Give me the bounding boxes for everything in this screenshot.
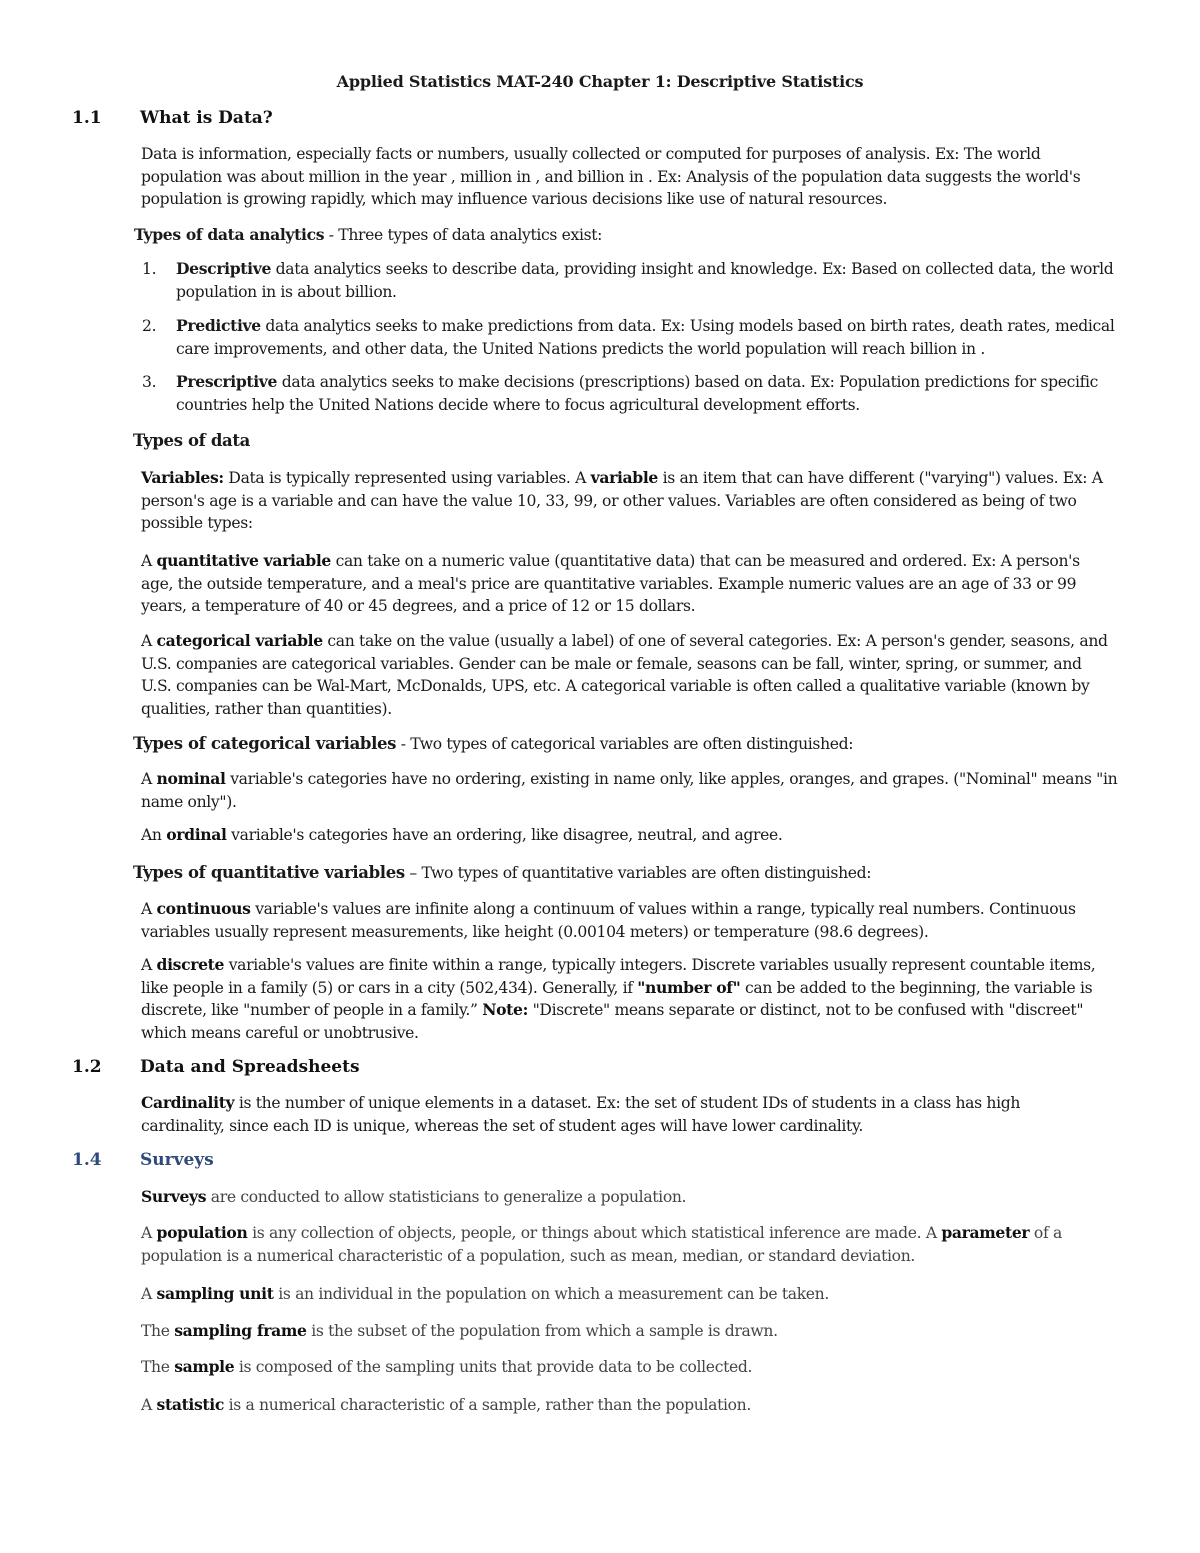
- continuous-paragraph: [141, 898, 1121, 943]
- sample-text: is composed of the sampling units that provide data to be collected.: [234, 1358, 753, 1376]
- section-number: 1.2: [72, 1057, 102, 1077]
- note-label: Note:: [482, 1000, 528, 1019]
- ordinal-term: ordinal: [166, 825, 227, 844]
- list-term: Descriptive: [176, 259, 272, 278]
- quant-term: quantitative variable: [156, 551, 331, 570]
- list-term: Prescriptive: [176, 372, 278, 391]
- variables-paragraph: [141, 467, 1121, 535]
- surveys-paragraph: [141, 1186, 1101, 1209]
- types-of-data-heading: Types of data: [133, 431, 250, 450]
- statistic-text: is a numerical characteristic of a sample, rather than the population.: [224, 1396, 751, 1414]
- sampling-frame-text: is the subset of the population from which a sample is drawn.: [306, 1322, 778, 1340]
- cardinality-paragraph: [141, 1092, 1101, 1137]
- cardinality-term: Cardinality: [141, 1093, 235, 1112]
- section-title: Data and Spreadsheets: [140, 1057, 360, 1077]
- list-text: data analytics seeks to make decisions (prescriptions) based on data. Ex: Population predictions for specific countries help the United Nations decide where to focus agricultural development efforts.: [176, 373, 1099, 414]
- discrete-text-1: variable's values are finite within a range, typically integers. Discrete variables usually represent countable items, like people in a family (5) or cars in a city (502,434). Generally, if: [141, 956, 1096, 997]
- variables-text-2: is an item that can have different ("varying") values. Ex: A person's age is a variable and can have the value 10, 33, 99, or other values. Variables are often considered as being of two possible types:: [141, 469, 1103, 532]
- section-title: What is Data?: [140, 108, 273, 128]
- list-number: 1.: [142, 260, 157, 278]
- ordinal-prefix: An: [141, 826, 167, 844]
- document-title: Applied Statistics MAT-240 Chapter 1: Descriptive Statistics: [336, 72, 864, 91]
- statistic-term: statistic: [156, 1395, 224, 1414]
- ordinal-text: variable's categories have an ordering, like disagree, neutral, and agree.: [226, 826, 783, 844]
- subheading-text: - Two types of categorical variables are often distinguished:: [396, 735, 854, 753]
- subheading-text: - Three types of data analytics exist:: [324, 226, 603, 244]
- subheading-label: Types of data analytics: [134, 225, 325, 244]
- discrete-paragraph: [141, 954, 1126, 1044]
- population-text-1: is any collection of objects, people, or things about which statistical inference are made. A: [247, 1224, 942, 1242]
- list-item-body: [176, 258, 1136, 303]
- sample-term: sample: [174, 1357, 235, 1376]
- ordinal-paragraph: [141, 824, 1131, 847]
- parameter-term: parameter: [941, 1223, 1030, 1242]
- sampling-frame-paragraph: [141, 1320, 1101, 1343]
- surveys-text: are conducted to allow statisticians to generalize a population.: [206, 1188, 687, 1206]
- quant-text: can take on a numeric value (quantitative data) that can be measured and ordered. Ex: A person's age, the outside temperature, and a meal's price are quantitative variables. Example numeric values are an age of 33 or 99 years, a temperature of 40 or 45 degrees, and a price of 12 or 15 dollars.: [141, 552, 1080, 615]
- nominal-prefix: A: [141, 770, 157, 788]
- sampling-unit-term: sampling unit: [156, 1284, 274, 1303]
- types-of-categorical-variables-heading: [133, 733, 1133, 755]
- population-paragraph: [141, 1222, 1116, 1267]
- categorical-variable-paragraph: [141, 630, 1116, 720]
- number-of-term: "number of": [637, 977, 741, 997]
- nominal-term: nominal: [156, 769, 226, 788]
- continuous-text: variable's values are infinite along a continuum of values within a range, typically real numbers. Continuous variables usually represent measurements, like height (0.00104 meters) or temperature (98.6 degrees).: [141, 900, 1076, 941]
- list-item-body: [176, 371, 1136, 416]
- variables-text-1: Data is typically represented using variables. A: [223, 469, 591, 487]
- sampling-unit-text: is an individual in the population on which a measurement can be taken.: [273, 1285, 829, 1303]
- list-item-body: [176, 315, 1136, 360]
- categ-prefix: A: [141, 632, 157, 650]
- list-term: Predictive: [176, 316, 261, 335]
- section-number: 1.1: [72, 108, 102, 128]
- types-of-data-analytics-heading: [134, 224, 1134, 246]
- continuous-term: continuous: [156, 899, 251, 918]
- population-text-2: of a population is a numerical characteristic of a population, such as mean, median, or standard deviation.: [141, 1224, 1062, 1265]
- nominal-text: variable's categories have no ordering, existing in name only, like apples, oranges, and grapes. ("Nominal" means "in name only").: [141, 770, 1118, 811]
- categ-term: categorical variable: [156, 631, 323, 650]
- list-number: 3.: [142, 373, 157, 391]
- discrete-text-2: can be added to the beginning, the variable is discrete, like "number of people in a family.”: [141, 978, 1093, 1019]
- quantitative-variable-paragraph: [141, 550, 1111, 618]
- section-title: Surveys: [140, 1150, 214, 1170]
- population-prefix: A: [141, 1224, 157, 1242]
- list-number: 2.: [142, 317, 157, 335]
- variable-term: variable: [590, 468, 658, 487]
- subheading-text: – Two types of quantitative variables are often distinguished:: [404, 864, 872, 882]
- sample-paragraph: [141, 1356, 1101, 1379]
- section-number: 1.4: [72, 1150, 102, 1170]
- population-term: population: [156, 1223, 248, 1242]
- quant-prefix: A: [141, 552, 157, 570]
- subheading-label: Types of categorical variables: [133, 734, 397, 753]
- subheading-label: Types of quantitative variables: [133, 863, 405, 882]
- discrete-text-3: "Discrete" means separate or distinct, not to be confused with "discreet" which means careful or unobtrusive.: [141, 1001, 1084, 1042]
- surveys-term: Surveys: [141, 1187, 207, 1206]
- statistic-prefix: A: [141, 1396, 157, 1414]
- sampling-frame-term: sampling frame: [174, 1321, 307, 1340]
- categ-text: can take on the value (usually a label) of one of several categories. Ex: A person's gender, seasons, and U.S. companies are categorical variables. Gender can be male or female, seasons can be fall, winter, spring, or summer, and U.S. companies can be Wal-Mart, McDonalds, UPS, etc. A categorical variable is often called a qualitative variable (known by qualities, rather than quantities).: [141, 632, 1108, 718]
- list-text: data analytics seeks to make predictions from data. Ex: Using models based on birth rates, death rates, medical care improvements, and other data, the United Nations predicts the world population will reach billion in .: [176, 317, 1115, 358]
- types-of-quantitative-variables-heading: [133, 862, 1133, 884]
- list-text: data analytics seeks to describe data, providing insight and knowledge. Ex: Based on collected data, the world population in is about billion.: [176, 260, 1114, 301]
- data-definition-paragraph: Data is information, especially facts or numbers, usually collected or computed for purposes of analysis. Ex: The world population was about million in the year , million in , and billion in . Ex: Analysis of the population data suggests the world's population is growing rapidly, which may influence various decisions like use of natural resources.: [141, 145, 1081, 208]
- sampling-unit-prefix: A: [141, 1285, 157, 1303]
- variables-label: Variables:: [141, 468, 224, 487]
- discrete-prefix: A: [141, 956, 157, 974]
- cardinality-text: is the number of unique elements in a dataset. Ex: the set of student IDs of students in a class has high cardinality, since each ID is unique, whereas the set of student ages will have lower cardinality.: [141, 1094, 1021, 1135]
- sampling-unit-paragraph: [141, 1283, 1101, 1306]
- statistic-paragraph: [141, 1394, 1101, 1417]
- discrete-term: discrete: [156, 955, 225, 974]
- sample-prefix: The: [141, 1358, 175, 1376]
- nominal-paragraph: [141, 768, 1131, 813]
- continuous-prefix: A: [141, 900, 157, 918]
- sampling-frame-prefix: The: [141, 1322, 175, 1340]
